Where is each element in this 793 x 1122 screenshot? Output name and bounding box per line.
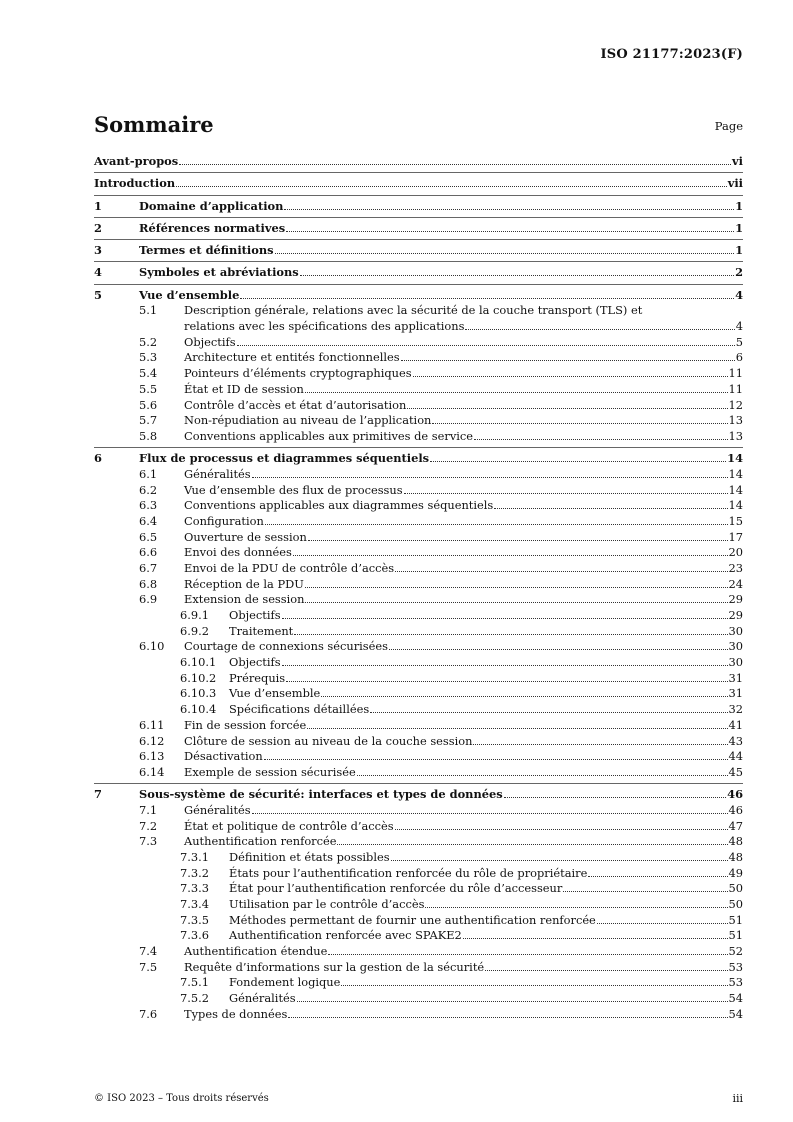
toc-entry-label: État et ID de session — [184, 381, 304, 396]
toc-entry[interactable] — [94, 176, 743, 192]
toc-separator — [94, 172, 743, 173]
toc-leader — [308, 530, 728, 541]
toc-entry-number: 6.2 — [139, 482, 158, 497]
toc-leader — [401, 350, 735, 361]
toc-entry-label: Méthodes permettant de fournir une authentification renforcée — [229, 912, 596, 927]
toc-entry-number: 4 — [94, 265, 102, 280]
toc-entry-page: 4 — [735, 287, 743, 302]
toc-leader — [494, 498, 727, 509]
toc-entry-page: 50 — [728, 881, 743, 896]
toc-entry-label: Vue d’ensemble — [139, 287, 240, 302]
toc-entry-number: 6.10.3 — [180, 686, 217, 701]
toc-entry-page: vi — [732, 154, 743, 168]
toc-entry[interactable] — [94, 803, 743, 819]
toc-entry-number: 7.6 — [139, 1006, 158, 1021]
toc-entry-page: 51 — [728, 912, 743, 927]
page-title: Sommaire — [94, 112, 214, 137]
toc-entry-label: États pour l’authentification renforcée du rôle de propriétaire — [229, 865, 588, 880]
toc-entry-number: 6.9.1 — [180, 608, 209, 623]
toc-entry-page: 52 — [728, 944, 743, 959]
toc-entry-page: 50 — [728, 897, 743, 911]
toc-entry-page: 47 — [728, 818, 743, 833]
toc-entry[interactable] — [94, 671, 743, 687]
toc-entry-label: Description générale, relations avec la sécurité de la couche transport (TLS) et — [184, 303, 643, 318]
toc-entry[interactable] — [94, 655, 743, 671]
toc-entry[interactable] — [94, 897, 743, 913]
toc-entry-number: 6.11 — [139, 717, 165, 732]
toc-entry-number: 7.3.4 — [180, 897, 209, 911]
footer-page-number: iii — [732, 1092, 743, 1105]
toc-entry[interactable] — [94, 702, 743, 718]
toc-entry-label: Non-répudiation au niveau de l’application — [184, 413, 432, 428]
toc-leader — [407, 398, 727, 409]
toc-entry[interactable] — [94, 866, 743, 882]
toc-entry-number: 7.2 — [139, 818, 158, 833]
toc-leader — [282, 655, 728, 666]
toc-entry-page: 14 — [728, 482, 743, 497]
toc-leader — [432, 413, 727, 424]
toc-leader — [391, 850, 728, 861]
toc-leader — [588, 866, 727, 877]
toc-separator — [94, 239, 743, 240]
toc-leader — [465, 319, 734, 330]
toc-entry-page: 31 — [728, 670, 743, 685]
toc-entry[interactable] — [94, 686, 743, 702]
toc-entry-number: 5 — [94, 287, 102, 302]
toc-entry[interactable] — [94, 366, 743, 382]
toc-leader — [430, 451, 726, 462]
toc-leader — [297, 991, 728, 1002]
toc-leader — [321, 686, 727, 697]
toc-entry-page: 29 — [728, 608, 743, 623]
toc-entry-label: Configuration — [184, 513, 264, 528]
toc-entry-label: Introduction — [94, 176, 176, 191]
toc-entry-page: 54 — [728, 1006, 743, 1021]
toc-entry-label: Extension de session — [184, 592, 305, 607]
toc-entry-label: Vue d’ensemble — [229, 686, 321, 701]
page-column-label: Page — [714, 119, 743, 133]
toc-leader — [265, 514, 728, 525]
toc-entry[interactable] — [94, 749, 743, 765]
toc-entry[interactable] — [94, 834, 743, 850]
toc-entry-number: 7.3.6 — [180, 928, 209, 943]
toc-entry-page: 23 — [728, 560, 743, 575]
toc-entry[interactable] — [94, 639, 743, 655]
toc-entry-label: Spécifications détaillées — [229, 702, 370, 717]
toc-leader — [293, 545, 728, 556]
toc-leader — [307, 718, 727, 729]
toc-entry-page: 32 — [728, 702, 743, 717]
toc-entry-label: Objectifs — [229, 608, 281, 623]
toc-entry-page: 1 — [735, 198, 743, 213]
table-of-contents — [94, 154, 743, 1023]
toc-entry-label: Traitement — [229, 623, 294, 638]
toc-entry-number: 5.8 — [139, 428, 158, 443]
toc-entry-page: 45 — [728, 764, 743, 779]
toc-entry-label: Authentification étendue — [184, 944, 328, 959]
toc-entry-number: 6.10.1 — [180, 655, 217, 670]
toc-entry-number: 5.6 — [139, 397, 158, 412]
toc-separator — [94, 195, 743, 196]
toc-entry-page: 4 — [735, 319, 743, 334]
toc-entry-number: 5.7 — [139, 413, 158, 428]
toc-entry-label: Contrôle d’accès et état d’autorisation — [184, 397, 407, 412]
toc-entry-page: 24 — [728, 576, 743, 591]
toc-entry-page: 48 — [728, 834, 743, 849]
toc-entry-label: Requête d’informations sur la gestion de la sécurité — [184, 959, 485, 974]
toc-separator — [94, 783, 743, 784]
toc-entry-page: 30 — [728, 655, 743, 670]
toc-entry-number: 6.4 — [139, 513, 158, 528]
toc-entry[interactable] — [94, 928, 743, 944]
toc-entry-page: 15 — [728, 513, 743, 528]
toc-leader — [463, 928, 728, 939]
toc-leader — [425, 897, 727, 908]
toc-leader — [294, 624, 727, 635]
toc-entry-page: 1 — [735, 243, 743, 258]
toc-leader — [275, 243, 735, 254]
toc-entry-number: 6.8 — [139, 576, 158, 591]
toc-entry[interactable] — [94, 991, 743, 1007]
toc-leader — [395, 819, 728, 830]
toc-entry-page: 11 — [728, 366, 743, 381]
toc-entry[interactable] — [94, 199, 743, 215]
toc-leader — [563, 881, 727, 892]
toc-entry-label: Prérequis — [229, 670, 286, 685]
toc-entry[interactable] — [94, 975, 743, 991]
toc-entry-page: 13 — [728, 413, 743, 428]
toc-entry-number: 6.3 — [139, 498, 158, 513]
toc-entry-label: Flux de processus et diagrammes séquentiels — [139, 451, 430, 466]
toc-entry-label: Objectifs — [229, 655, 281, 670]
toc-leader — [237, 335, 735, 346]
toc-entry[interactable] — [94, 265, 743, 281]
toc-entry[interactable] — [94, 382, 743, 398]
toc-entry-continuation[interactable] — [94, 319, 743, 335]
toc-entry-label: Types de données — [184, 1006, 288, 1021]
toc-entry-number: 3 — [94, 243, 102, 258]
toc-entry[interactable] — [94, 350, 743, 366]
toc-leader — [300, 265, 734, 276]
toc-entry-page: 12 — [728, 397, 743, 412]
toc-entry-number: 6.7 — [139, 560, 158, 575]
toc-entry[interactable] — [94, 413, 743, 429]
toc-entry-number: 7.3.1 — [180, 849, 209, 864]
toc-entry-number: 7.3 — [139, 834, 158, 849]
toc-entry-label: Domaine d’application — [139, 198, 284, 213]
toc-entry-page: 51 — [728, 928, 743, 943]
toc-entry[interactable] — [94, 850, 743, 866]
toc-entry-label: Authentification renforcée avec SPAKE2 — [229, 928, 462, 943]
toc-entry-label: Envoi de la PDU de contrôle d’accès — [184, 560, 395, 575]
toc-entry-page: 43 — [728, 733, 743, 748]
toc-entry-page: 14 — [728, 466, 743, 481]
toc-entry[interactable] — [94, 881, 743, 897]
toc-entry-label: Pointeurs d’éléments cryptographiques — [184, 366, 412, 381]
toc-entry-page: 54 — [728, 991, 743, 1006]
toc-entry-number: 7.5 — [139, 959, 158, 974]
toc-entry[interactable] — [94, 592, 743, 608]
toc-entry[interactable] — [94, 243, 743, 259]
toc-leader — [252, 803, 728, 814]
toc-entry-page: 14 — [728, 498, 743, 513]
toc-entry-number: 7.5.2 — [180, 991, 209, 1006]
toc-entry[interactable] — [94, 944, 743, 960]
toc-entry-label: Exemple de session sécurisée — [184, 764, 356, 779]
toc-entry[interactable] — [94, 221, 743, 237]
toc-entry-number: 6.10 — [139, 639, 165, 654]
toc-entry[interactable] — [94, 624, 743, 640]
toc-leader — [305, 577, 728, 588]
toc-entry[interactable] — [94, 608, 743, 624]
toc-entry[interactable] — [94, 483, 743, 499]
toc-entry-number: 6.1 — [139, 466, 158, 481]
toc-entry-page: 29 — [728, 592, 743, 607]
toc-leader — [305, 592, 727, 603]
toc-leader — [286, 221, 734, 232]
toc-entry-number: 5.1 — [139, 303, 158, 318]
toc-leader — [288, 1007, 727, 1018]
toc-entry-label: Envoi des données — [184, 545, 292, 560]
toc-entry-page: 13 — [728, 428, 743, 443]
toc-leader — [597, 913, 728, 924]
toc-separator — [94, 261, 743, 262]
toc-leader — [341, 975, 727, 986]
toc-entry-label: Généralités — [229, 991, 296, 1006]
toc-entry-number: 7 — [94, 787, 102, 802]
toc-entry-number: 6.5 — [139, 529, 158, 544]
toc-entry[interactable] — [94, 734, 743, 750]
toc-entry-label: Utilisation par le contrôle d’accès — [229, 897, 425, 911]
toc-entry-label: Réception de la PDU — [184, 576, 304, 591]
toc-entry-page: 49 — [728, 865, 743, 880]
toc-entry-label: Conventions applicables aux primitives de service — [184, 428, 474, 443]
toc-entry-page: 46 — [728, 802, 743, 817]
toc-entry-label: Objectifs — [184, 334, 236, 349]
toc-entry[interactable] — [94, 765, 743, 781]
toc-entry-label: Désactivation — [184, 749, 263, 764]
toc-entry[interactable] — [94, 335, 743, 351]
toc-entry-number: 7.3.5 — [180, 912, 209, 927]
toc-leader — [473, 734, 727, 745]
toc-entry[interactable] — [94, 451, 743, 467]
toc-entry-number: 6.6 — [139, 545, 158, 560]
toc-entry[interactable] — [94, 154, 743, 170]
toc-leader — [282, 608, 728, 619]
toc-entry-page: 53 — [728, 959, 743, 974]
toc-leader — [474, 429, 727, 440]
toc-entry-number: 6.10.4 — [180, 702, 217, 717]
toc-leader — [504, 787, 727, 798]
footer-copyright: © ISO 2023 – Tous droits réservés — [94, 1093, 269, 1104]
toc-entry[interactable] — [94, 467, 743, 483]
toc-entry-number: 5.5 — [139, 381, 158, 396]
toc-entry-number: 5.3 — [139, 350, 158, 365]
toc-entry-label: relations avec les spécifications des applications — [184, 319, 465, 334]
toc-entry-label: Généralités — [184, 466, 251, 481]
toc-entry-label: Définition et états possibles — [229, 849, 390, 864]
toc-entry[interactable] — [94, 530, 743, 546]
toc-leader — [305, 382, 728, 393]
toc-entry-label: État et politique de contrôle d’accès — [184, 818, 394, 833]
toc-entry-number: 6.10.2 — [180, 670, 217, 685]
toc-entry[interactable] — [94, 498, 743, 514]
toc-entry-label: Termes et définitions — [139, 243, 274, 258]
toc-entry-number: 6 — [94, 451, 102, 466]
toc-entry-label: Sous-système de sécurité: interfaces et types de données — [139, 787, 503, 802]
toc-entry-number: 7.4 — [139, 944, 158, 959]
toc-entry[interactable] — [94, 577, 743, 593]
toc-entry-page: 20 — [728, 545, 743, 560]
toc-entry-label: Vue d’ensemble des flux de processus — [184, 482, 403, 497]
toc-entry-page: 2 — [735, 265, 743, 280]
toc-entry[interactable] — [94, 429, 743, 445]
toc-entry-page: 41 — [728, 717, 743, 732]
toc-entry-number: 1 — [94, 198, 102, 213]
toc-entry-label: Fondement logique — [229, 975, 341, 990]
toc-entry[interactable] — [94, 960, 743, 976]
toc-entry-page: 14 — [727, 451, 743, 466]
toc-entry[interactable] — [94, 819, 743, 835]
toc-entry-number: 5.4 — [139, 366, 158, 381]
toc-entry-label: Clôture de session au niveau de la couche session — [184, 733, 473, 748]
toc-entry-number: 6.9 — [139, 592, 158, 607]
toc-entry-page: 44 — [728, 749, 743, 764]
toc-leader — [395, 561, 727, 572]
toc-entry-page: 1 — [735, 220, 743, 235]
toc-leader — [337, 834, 727, 845]
toc-entry[interactable] — [94, 787, 743, 803]
toc-entry-page: vii — [727, 176, 743, 191]
toc-entry-page: 11 — [728, 381, 743, 396]
toc-entry-page: 5 — [735, 334, 743, 349]
toc-separator — [94, 447, 743, 448]
toc-entry[interactable] — [94, 303, 743, 319]
toc-entry-page: 31 — [728, 686, 743, 701]
toc-leader — [485, 960, 727, 971]
toc-entry[interactable] — [94, 1007, 743, 1023]
toc-leader — [404, 483, 728, 494]
toc-entry[interactable] — [94, 718, 743, 734]
toc-entry-number: 7.3.3 — [180, 881, 209, 896]
toc-leader — [328, 944, 727, 955]
toc-entry-page: 46 — [727, 787, 743, 802]
toc-entry-label: Conventions applicables aux diagrammes séquentiels — [184, 498, 494, 513]
toc-entry-number: 5.2 — [139, 334, 158, 349]
toc-entry-label: État pour l’authentification renforcée du rôle d’accesseur — [229, 881, 563, 896]
document-id: ISO 21177:2023(F) — [600, 47, 743, 62]
toc-entry-page: 30 — [728, 623, 743, 638]
toc-entry-number: 7.3.2 — [180, 865, 209, 880]
toc-leader — [389, 639, 728, 650]
toc-entry-label: Fin de session forcée — [184, 717, 307, 732]
toc-entry-label: Authentification renforcée — [184, 834, 337, 849]
toc-entry-page: 53 — [728, 975, 743, 990]
toc-entry-number: 2 — [94, 220, 102, 235]
toc-entry-label: Généralités — [184, 802, 251, 817]
toc-entry-number: 6.13 — [139, 749, 165, 764]
toc-leader — [413, 366, 728, 377]
toc-leader — [370, 702, 727, 713]
toc-entry-label: Ouverture de session — [184, 529, 307, 544]
toc-entry-number: 7.1 — [139, 802, 158, 817]
toc-separator — [94, 284, 743, 285]
toc-entry-number: 7.5.1 — [180, 975, 209, 990]
toc-entry-label: Symboles et abréviations — [139, 265, 299, 280]
toc-entry[interactable] — [94, 561, 743, 577]
toc-leader — [252, 467, 728, 478]
toc-entry[interactable] — [94, 288, 743, 304]
toc-entry-number: 6.9.2 — [180, 623, 209, 638]
toc-leader — [264, 749, 728, 760]
toc-separator — [94, 217, 743, 218]
toc-entry-label: Architecture et entités fonctionnelles — [184, 350, 400, 365]
toc-entry-page: 30 — [728, 639, 743, 654]
toc-entry[interactable] — [94, 398, 743, 414]
toc-leader — [286, 671, 727, 682]
toc-entry-label: Références normatives — [139, 220, 286, 235]
toc-leader — [240, 288, 734, 299]
toc-entry[interactable] — [94, 545, 743, 561]
toc-leader — [176, 176, 727, 187]
toc-entry-page: 48 — [728, 849, 743, 864]
toc-leader — [179, 154, 731, 165]
toc-entry-label: Courtage de connexions sécurisées — [184, 639, 388, 654]
toc-leader — [357, 765, 728, 776]
toc-entry-number: 6.12 — [139, 733, 165, 748]
toc-entry-page: 6 — [735, 350, 743, 365]
toc-entry-number: 6.14 — [139, 764, 165, 779]
toc-entry-label: Avant-propos — [94, 154, 179, 168]
toc-entry-page: 17 — [728, 529, 743, 544]
toc-leader — [284, 199, 734, 210]
toc-entry[interactable] — [94, 913, 743, 929]
toc-entry[interactable] — [94, 514, 743, 530]
